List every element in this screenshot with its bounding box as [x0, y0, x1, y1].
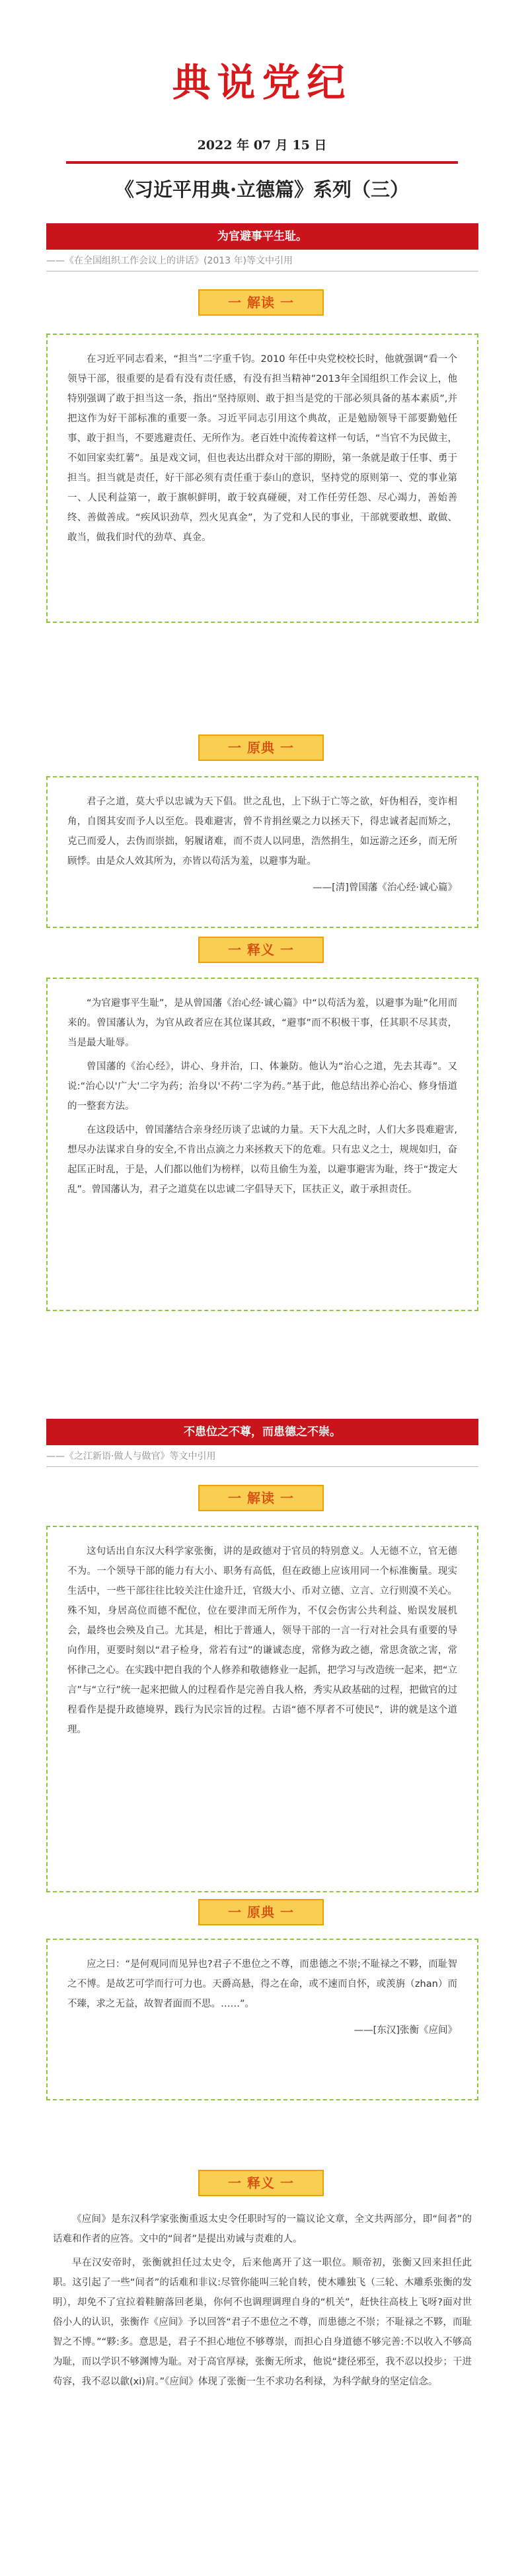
section2-explanation-paragraph-1: 《应间》是东汉科学家张衡重返太史令任职时写的一篇议论文章，全文共两部分，即“间者”的话难和作者的应答。文中的“间者”是提出劝诫与责难的人。: [53, 2214, 472, 2244]
publish-date: 2022 年 07 月 15 日: [197, 138, 327, 153]
section1-original-label: 一 原典 一: [198, 734, 324, 761]
section2-original-text: 应之曰：“是何观同而见异也?君子不患位之不尊，而患德之不崇;不耻禄之不夥，而耻智之不博。是故艺可学而行可力也。天爵高悬，得之在命，或不速而自怀，或羡旃（zhan）而不臻，求之无益，故智者面而不思。……”。: [67, 1959, 457, 2009]
section1-original-attribution: ——[清]曾国藩《治心经·诚心篇》: [313, 882, 457, 893]
section2-interpretation-label: 一 解读 一: [198, 1485, 324, 1511]
section1-explanation-paragraph-3: 在这段话中，曾国藩结合亲身经历谈了忠诚的力量。天下大乱之时，人们大多畏难避害,想尽办法谋求自身的安全,不肯出点滴之力来拯救天下的危难。只有忠义之士，规规如归，奋起匡正时乱，于是，人们都以他们为榜样，以苟且偷生为羞，以避事避害为耻，终于“拨定大乱”。曾国藩认为，君子之道莫在以忠诚二字倡导天下，匡扶正义，敢于承担责任。: [67, 1125, 457, 1195]
section1-interpretation-label: 一 解读 一: [198, 289, 324, 316]
section2-interpretation-paragraph: 这句话出自东汉大科学家张衡，讲的是政德对于官员的特别意义。人无德不立，官无德不为。一个领导干部的能力有大小、职务有高低，但在政德上应该用同一个标准衡量。现实生活中，一些干部往往比较关注仕途升迁，官级大小、币对立德、立言、立行则漠不关心。殊不知，身居高位而德不配位，位在要津而无所作为，不仅会伤害公共利益、贻误发展机会，最终也会殃及自己。尤其是，相比于普通人，领导干部的一言一行对社会具有重要的导向作用，更要时刻以“君子检身，常若有过”的谦诚态度，常修为政之德，常思贪欲之害，常怀律己之心。在实践中把自我的个人修养和敬德修业一起抓，把学习与改造统一起来，把“立言”与“立行”统一起来把做人的过程看作是完善自我人格，秀实从政基础的过程，把做官的过程看作是提升政德境界，践行为民宗旨的过程。古语“德不厚者不可使民”，讲的就是这个道理。: [67, 1546, 457, 1735]
section2-explanation-body: [46, 2209, 478, 2553]
header-divider: [66, 161, 458, 164]
section2-source: ——《之江新语·做人与做官》等文中引用: [46, 1447, 478, 1467]
section1-interpretation-box: [46, 334, 478, 623]
section1-interpretation-paragraph: 在习近平同志看来，“担当”二字重千钧。2010 年任中央党校校长时，他就强调“看一个领导干部，很重要的是看有没有责任感，有没有担当精神”2013年全国组织工作会议上，他特别强调了敢于担当这一条，指出“坚持原则、敢于担当是党的干部必须具备的基本素质”,并把这作为好干部标准的重要一条。习近平同志引用这个典故，正是勉励领导干部要勤勉任事、敢于担当，不要逃避责任、无所作为。老百姓中流传着这样一句话，“当官不为民做主，不如回家卖红薯”。虽是戏文词，但也表达出群众对干部的期盼，第一条就是敢于任事、勇于担当。担当就是责任，好干部必须有责任重于泰山的意识，坚持党的原则第一、党的事业第一、人民利益第一，敢于旗帜鲜明，敢于较真碰硬，对工作任劳任怨、尽心竭力，善始善终、善做善成。“疾风识劲草，烈火见真金”，为了党和人民的事业，干部就要敢想、敢做、敢当，做我们时代的劲草、真金。: [67, 354, 457, 543]
section1-explanation-paragraph-2: 曾国藩的《治心经》，讲心、身并治，口、体兼防。他认为“治心之道，先去其毒”。又说:“治心以'广大'二字为药；治身以'不药'二字为药。”基于此，他总结出养心治心、修身悟道的一整套方法。: [67, 1061, 457, 1112]
section1-source: ——《在全国组织工作会议上的讲话》(2013 年)等文中引用: [46, 251, 478, 271]
section2-explanation-paragraph-2: 早在汉安帝时，张衡就担任过太史令，后来他离开了这一职位。顺帝初，张衡又回来担任此职。这引起了一些“间者”的话难和非议:尽管你能叫三轮自转，使木雕独飞（三轮、木雕系张衡的发明），却免不了宜拉着鞋腑落回老巢，你何不也调理调理自身的“机关”，赶快往高枝上飞呀?面对世俗小人的认识，张衡作《应间》予以回答“君子不患位之不尊，而患德之不崇；不耻禄之不夥，而耻智之不博。”“夥:多。意思是，君子不担心地位不够尊崇，而担心自身道德不够完善:不以收入不够高为耻，而以学识不够渊博为耻。对于高官厚禄，张衡无所求，他说“捷径邪至，我不忍以投步；干进苟容，我不忍以歙(xi)肩。”《应间》体现了张衡一生不求功名利禄，为科学献身的坚定信念。: [53, 2258, 472, 2387]
section2-interpretation-box: [46, 1526, 478, 1892]
section1-original-box: [46, 776, 478, 928]
section2-original-label: 一 原典 一: [198, 1899, 324, 1925]
series-title: 《习近平用典·立德篇》系列（三）: [114, 178, 410, 201]
section1-explanation-box: [46, 978, 478, 1311]
section1-original-text: 君子之道，莫大乎以忠诚为天下倡。世之乱也，上下纵于亡等之欲，奸伪相吞，变诈相角，自图其安而予人以至危。畏难避害，曾不肯捐丝粟之力以拯天下，得忠诚者起而矫之，克己而爱人，去伪而崇拙，躬履诸难，而不责人以同患，浩然捐生，如远游之还乡，而无所顾悸。由是众人效其所为，亦皆以苟活为羞，以避事为耻。: [67, 797, 457, 867]
section1-explanation-label: 一 释义 一: [198, 937, 324, 963]
section1-banner: 为官避事平生耻。: [46, 223, 478, 250]
section2-original-box: [46, 1939, 478, 2100]
masthead-title: 典说党纪: [172, 60, 352, 105]
section2-explanation-label: 一 释义 一: [198, 2170, 324, 2196]
section1-explanation-paragraph-1: “为官避事平生耻”，是从曾国藩《治心经·诚心篇》中“以苟活为羞，以避事为耻”化用而来的。曾国藩认为，为官从政者应在其位谋其政，“避事”而不积极干事，任其职不尽其责，当是最大耻辱。: [67, 998, 457, 1048]
section2-original-attribution: ——[东汉]张衡《应间》: [354, 2025, 457, 2036]
section2-banner: 不患位之不尊，而患德之不崇。: [46, 1419, 478, 1445]
